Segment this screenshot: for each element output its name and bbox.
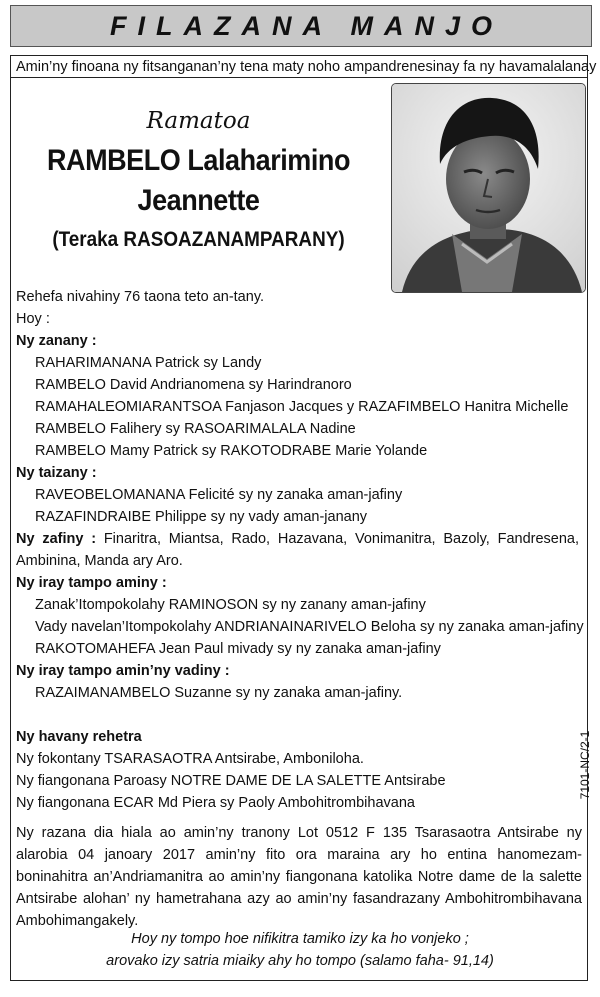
notice-frame xyxy=(10,55,597,981)
header-title: FILAZANA MANJO xyxy=(110,10,503,41)
psalm-line-2: arovako izy satria miaiky ahy ho tompo (salamo faha- 91,14) xyxy=(106,953,494,969)
children-heading: Ny zanany : xyxy=(16,333,97,349)
spouse-siblings-heading: Ny iray tampo amin’ny vadiny : xyxy=(16,663,230,679)
spacer xyxy=(16,704,579,726)
portrait-photo xyxy=(391,83,586,293)
maiden-name: (Teraka RASOAZANAMPARANY) xyxy=(52,228,345,251)
list-item: RAZAIMANAMBELO Suzanne sy ny zanaka aman-jafiny. xyxy=(35,685,403,701)
list-item: RAHARIMANANA Patrick sy Landy xyxy=(35,355,262,371)
family-listing xyxy=(16,286,584,814)
age-line: Rehefa nivahiny 76 taona teto an-tany. xyxy=(16,289,265,305)
grandchildren-text: Finaritra, Miantsa, Rado, Hazavana, Vonimanitra, Bazoly, Fandresena, Ambinina, Manda ary Aro. xyxy=(16,531,580,569)
list-item: Zanak’Itompokolahy RAMINOSON sy ny zanany aman-jafiny xyxy=(35,597,426,613)
list-item: RAZAFINDRAIBE Philippe sy ny vady aman-janany xyxy=(35,509,368,525)
reference-code xyxy=(578,720,592,810)
deceased-name-line-2: Jeannette xyxy=(137,184,260,217)
psalm-quote xyxy=(11,928,589,972)
honorific: Ramatoa xyxy=(146,108,251,134)
list-item: RAMAHALEOMIARANTSOA Fanjason Jacques y RAZAFIMBELO Hanitra Michelle xyxy=(35,399,569,415)
grandchildren-paragraph xyxy=(16,528,579,572)
list-item: RAMBELO David Andrianomena sy Harindranoro xyxy=(35,377,352,393)
list-item: RAMBELO Mamy Patrick sy RAKOTODRABE Marie Yolande xyxy=(35,443,428,459)
funeral-details: Ny razana dia hiala ao amin’ny tranony Lot 0512 F 135 Tsarasaotra Antsirabe ny alarobia 04 janoary 2017 amin’ny fito ora maraina ary ho entina hanomezam-boninahitra an’Andriamanitra ao amin’ny fiangonana katolika Notre dame de la salette Antsirabe alohan’ ny hametrahana azy ao amin’ny fasandrazany Ambohitrombihavana Ambohimangakely. xyxy=(16,825,582,929)
list-item: Ny fokontany TSARASAOTRA Antsirabe, Amboniloha. xyxy=(16,751,364,767)
intro-line: Amin’ny finoana ny fitsanganan’ny tena maty noho ampandrenesinay fa ny havamalalanay xyxy=(11,56,587,78)
header-band xyxy=(10,5,592,47)
deceased-name-line-1: RAMBELO Lalaharimino xyxy=(46,144,351,177)
hoy-line: Hoy : xyxy=(16,311,50,327)
nephews-heading: Ny taizany : xyxy=(16,465,97,481)
list-item: Ny fiangonana Paroasy NOTRE DAME DE LA SALETTE Antsirabe xyxy=(16,773,446,789)
list-item: RAKOTOMAHEFA Jean Paul mivady sy ny zanaka aman-jafiny xyxy=(35,641,441,657)
psalm-line-1: Hoy ny tompo hoe nifikitra tamiko izy ka ho vonjeko ; xyxy=(131,931,469,947)
relatives-heading: Ny havany rehetra xyxy=(16,729,142,745)
list-item: RAMBELO Falihery sy RASOARIMALALA Nadine xyxy=(35,421,356,437)
reference-code-text: 7101-NC/2-1 xyxy=(578,730,592,800)
list-item: Vady navelan’Itompokolahy ANDRIANAINARIVELO Beloha sy ny zanaka aman-jafiny xyxy=(35,619,584,635)
list-item: RAVEOBELOMANANA Felicité sy ny zanaka aman-jafiny xyxy=(35,487,403,503)
grandchildren-heading: Ny zafiny : xyxy=(16,531,97,547)
list-item: Ny fiangonana ECAR Md Piera sy Paoly Ambohitrombihavana xyxy=(16,795,415,811)
siblings-heading: Ny iray tampo aminy : xyxy=(16,575,167,591)
